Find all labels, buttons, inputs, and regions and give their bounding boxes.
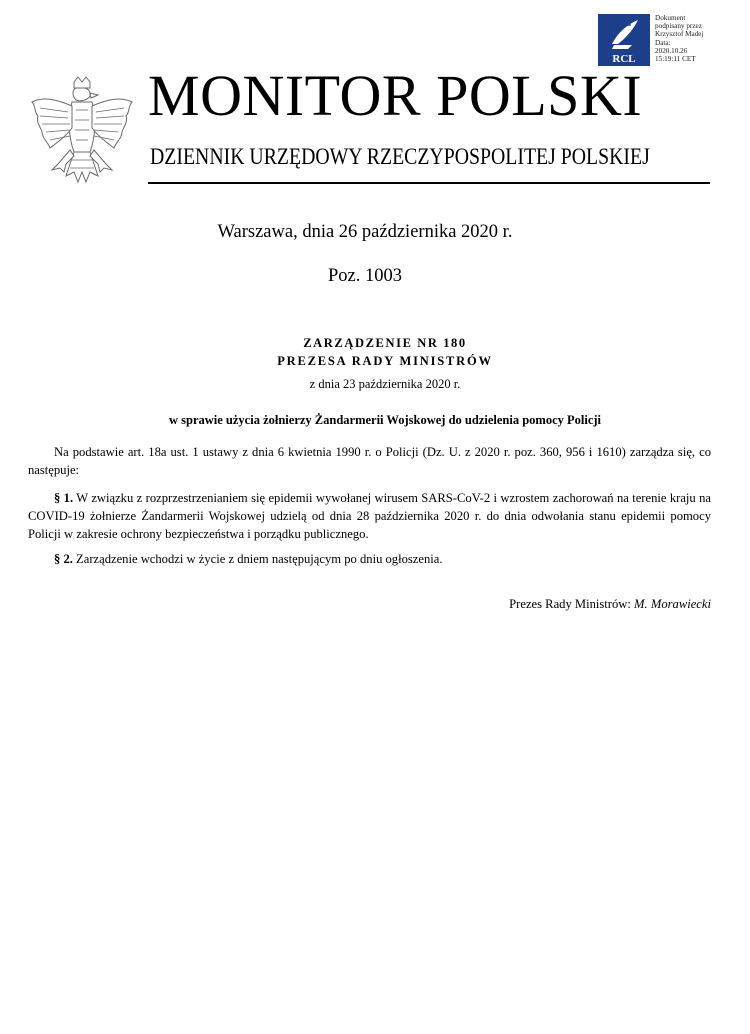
section-marker: § 1. <box>54 491 74 505</box>
signature-line: Data: <box>655 38 671 47</box>
signatory-role: Prezes Rady Ministrów: <box>509 597 631 611</box>
signature-line: 2020.10.26 <box>655 46 688 55</box>
publication-position-text: Poz. 1003 <box>328 266 402 286</box>
ordinance-subject: w sprawie użycia żołnierzy Żandarmerii Wojskowej do udzielenia pomocy Policji <box>168 413 602 427</box>
ordinance-issuer: PREZESA RADY MINISTRÓW <box>277 354 493 368</box>
pen-nib-icon <box>598 14 650 66</box>
signatory-name: M. Morawiecki <box>634 597 711 611</box>
eagle-icon <box>28 76 136 194</box>
section-text: W związku z rozprzestrzenianiem się epidemii wywołanej wirusem SARS-CoV-2 i wzrostem zachorowań na terenie kraju na COVID-19 żołnierze Żandarmerii Wojskowej udzielą od dnia 28 października 2020 r. do dnia odwołania stanu epidemii pomocy Policji w zakresie ochrony bezpieczeństwa i porządku publicznego. <box>28 491 711 541</box>
section-text: Zarządzenie wchodzi w życie z dniem następującym po dniu ogłoszenia. <box>72 552 443 566</box>
signature-line: 15:19:11 CET <box>655 55 696 64</box>
section-1-paragraph <box>28 489 711 543</box>
publication-position <box>0 264 750 288</box>
section-2-paragraph <box>28 550 711 568</box>
preamble-paragraph: Na podstawie art. 18a ust. 1 ustawy z dnia 6 kwietnia 1990 r. o Policji (Dz. U. z 2020 r. poz. 360, 956 i 1610) zarządza się, co następuje: <box>28 445 711 477</box>
masthead-title: MONITOR POLSKI <box>148 63 643 128</box>
publication-date-text: Warszawa, dnia 26 października 2020 r. <box>217 222 513 242</box>
publication-date <box>0 220 750 244</box>
signature-line: Dokument <box>655 14 686 22</box>
masthead-divider <box>148 182 710 184</box>
ordinance-date: z dnia 23 października 2020 r. <box>309 377 461 391</box>
signature-line: podpisany przez <box>655 22 702 31</box>
ordinance-title: ZARZĄDZENIE NR 180 <box>303 336 467 350</box>
rcl-logo-text: RCL <box>612 53 636 65</box>
section-marker: § 2. <box>54 552 73 566</box>
rcl-signature-logo <box>598 14 650 66</box>
signature-info <box>655 14 745 63</box>
signatory <box>28 595 711 613</box>
masthead-subtitle: DZIENNIK URZĘDOWY RZECZYPOSPOLITEJ POLSKIEJ <box>150 144 650 169</box>
signature-line: Krzysztof Madej <box>655 30 704 39</box>
polish-eagle-emblem <box>28 76 136 194</box>
